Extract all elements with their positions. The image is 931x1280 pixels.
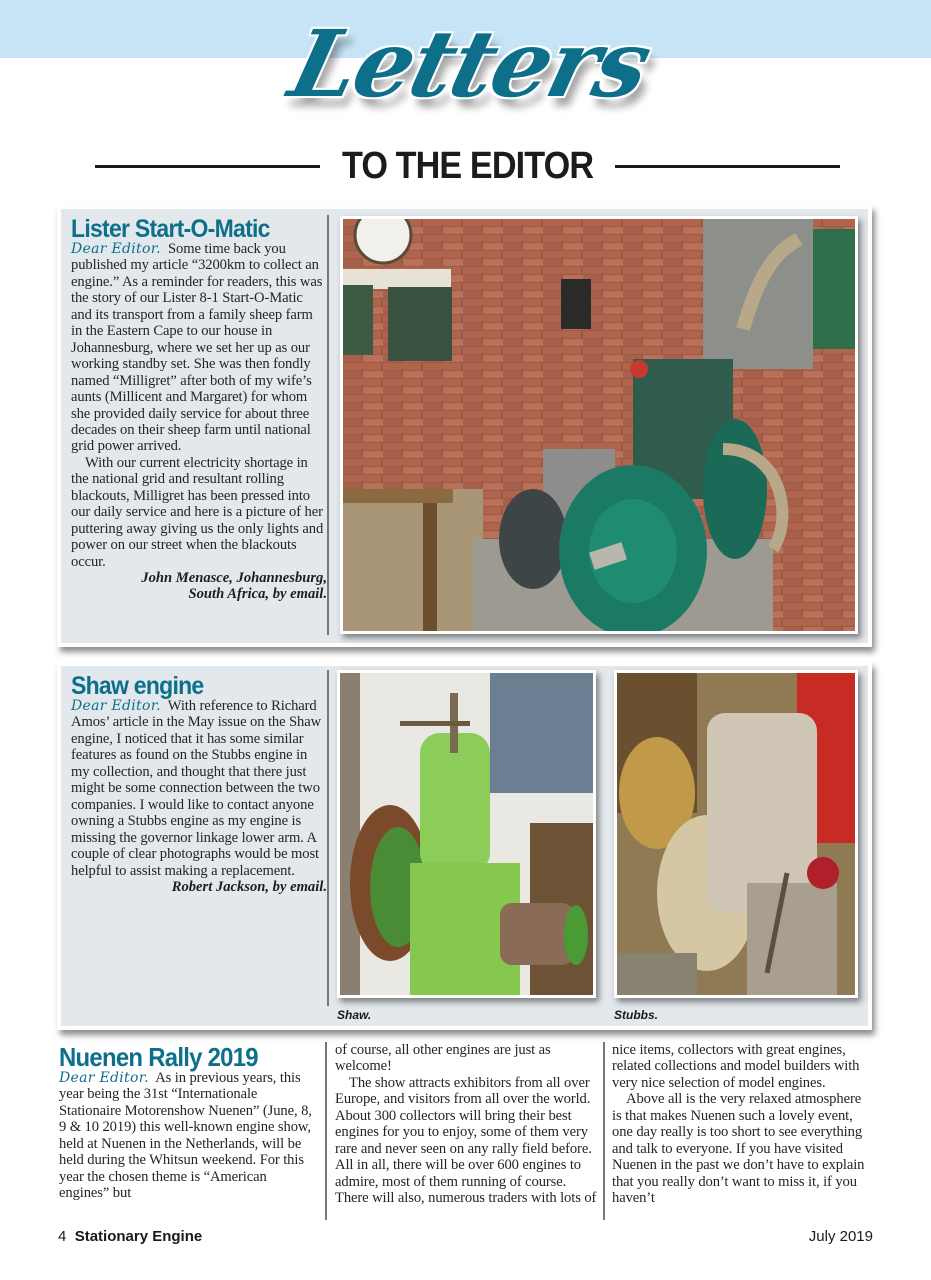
letter-text — [71, 674, 327, 895]
column-rule — [327, 670, 329, 1006]
column-rule — [603, 1042, 605, 1220]
article-paragraph: of course, all other engines are just as welcome! — [335, 1042, 551, 1075]
article-paragraph: Above all is the very relaxed atmosphere is that makes Nuenen such a lovely event, one day really is too short to see everything and talk to everyone. If you have visited Nuenen in the past we don’t have to explain that you really don’t want to miss it, if you haven’t — [612, 1091, 865, 1207]
salutation: Dear Editor. — [71, 698, 161, 714]
article-paragraph: nice items, collectors with great engines, related collections and model builders with very nice selection of model engines. — [612, 1042, 860, 1091]
photo-lister-engine — [340, 216, 858, 634]
article-paragraph: The show attracts exhibitors from all over Europe, and visitors from all over the world. About 300 collectors will bring their best engines for you to enjoy, some of them very rare and never seen on any rally field before. All in all, there will be over 600 engines to admire, most of them running of course. There will also, numerous traders with lots of — [335, 1074, 597, 1207]
masthead-script-title: Letters — [280, 10, 660, 118]
lister-engine-image — [343, 219, 855, 631]
letter-paragraph: Dear Editor. Some time back you published my article “3200km to collect an engine.” As a reminder for readers, this was the story of our Lister 8-1 Start-O-Matic and its transport from a family sheep farm in the Eastern Cape to our house in Johannesburg, where we set her up as our working standby set. She was then fondly named “Milligret” after both of my wife’s aunts (Millicent and Margaret) for whom she provided daily service for about three decades on their sheep farm until national grid power arrived. — [71, 241, 323, 455]
masthead-subtitle — [95, 146, 840, 186]
letter-panel-shaw — [57, 662, 872, 1030]
photo-caption-stubbs: Stubbs. — [614, 1008, 658, 1022]
photo-shaw-engine — [337, 670, 596, 998]
letter-heading: Shaw engine — [71, 672, 204, 700]
divider-right — [615, 165, 840, 168]
letter-paragraph: Dear Editor. With reference to Richard Amos’ article in the May issue on the Shaw engine, I noticed that it has some similar features as found on the Stubbs engine in my collection, and thought that there just might be some connection between the two companies. I would like to contact anyone owning a Stubbs engine as my engine is missing the governor linkage lower arm. A couple of clear photographs would be most helpful to assist making a replacement. — [71, 698, 322, 879]
photo-stubbs-engine — [614, 670, 858, 998]
letter-text — [71, 217, 327, 603]
salutation: Dear Editor. — [71, 241, 161, 257]
article-column-3 — [612, 1042, 874, 1207]
letter-panel-lister — [57, 205, 872, 647]
signature: John Menasce, Johannesburg, South Africa, by email. — [141, 570, 327, 603]
issue-date: July 2019 — [808, 1228, 873, 1245]
column-rule — [325, 1042, 327, 1220]
letter-paragraph: With our current electricity shortage in the national grid and resultant rolling blackouts, Milligret has been pressed into our daily service and here is a picture of her puttering away giving us the only lights and power on our street when the blackouts occur. — [71, 454, 324, 570]
letter-heading: Lister Start-O-Matic — [71, 215, 270, 243]
divider-left — [95, 165, 320, 168]
page-number: 4 — [58, 1228, 67, 1245]
article-column-1 — [59, 1044, 319, 1202]
article-column-2 — [335, 1042, 597, 1207]
masthead-subtitle-text: TO THE EDITOR — [341, 144, 594, 187]
article-paragraph: Dear Editor. As in previous years, this year being the 31st “Internationale Stationaire Motorenshow Nuenen” (June, 8, 9 & 10 2019) this well-known engine show, held at Nuenen in the Netherlands, will be held during the Whitsun weekend. For this year the chosen theme is “American engines” but — [59, 1070, 312, 1202]
shaw-engine-image — [340, 673, 593, 995]
article-heading: Nuenen Rally 2019 — [59, 1042, 258, 1072]
stubbs-engine-image — [617, 673, 855, 995]
photo-caption-shaw: Shaw. — [337, 1008, 372, 1022]
signature: Robert Jackson, by email. — [171, 878, 327, 895]
magazine-title: Stationary Engine — [74, 1228, 203, 1245]
salutation: Dear Editor. — [59, 1070, 149, 1086]
page-footer-left — [58, 1228, 202, 1245]
column-rule — [327, 215, 329, 635]
